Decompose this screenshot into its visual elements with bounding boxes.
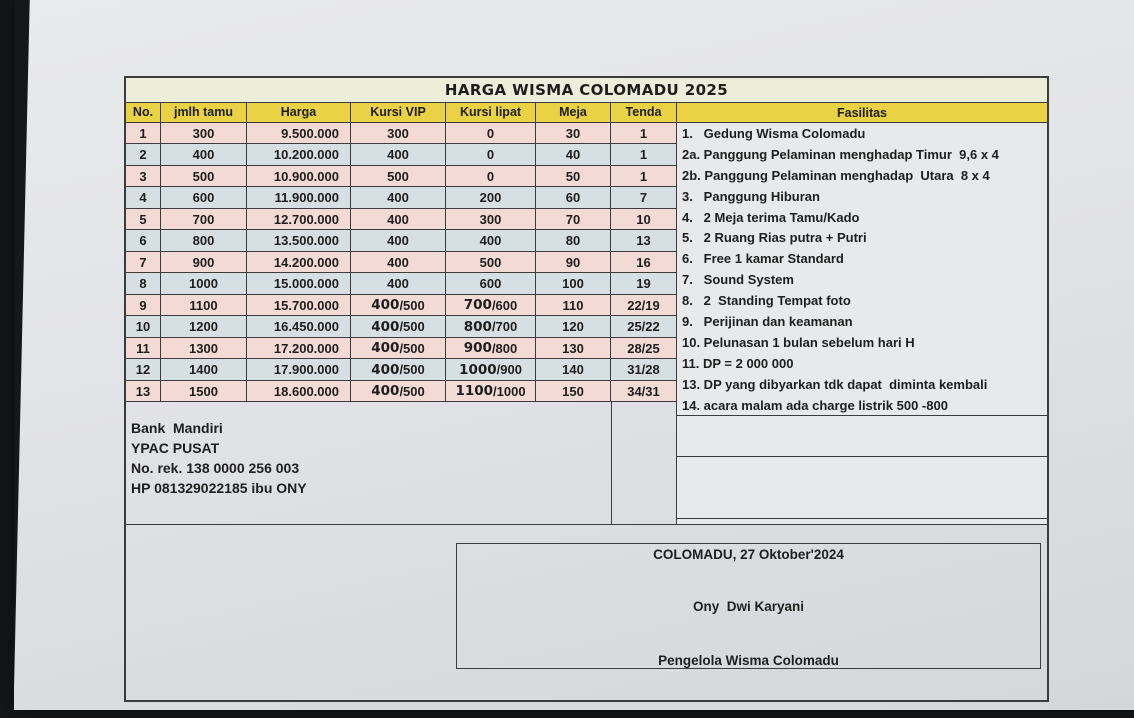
cell-kursi-vip: [351, 295, 446, 317]
fasilitas-item: 9. Perijinan dan keamanan: [682, 313, 853, 329]
price-table: [126, 103, 676, 524]
table-row: [126, 316, 676, 338]
cell-no: 13: [126, 381, 161, 403]
kursi-lipat-main: 0: [486, 168, 495, 184]
fasilitas-item: 8. 2 Standing Tempat foto: [682, 293, 851, 309]
kursi-vip-alt: /500: [399, 383, 425, 399]
cell-jmlh-tamu: 500: [161, 166, 247, 188]
kursi-vip-alt: /500: [399, 297, 425, 313]
kursi-lipat-main: 300: [479, 211, 502, 227]
fasilitas-item: 13. DP yang dibyarkan tdk dapat diminta kembali: [682, 376, 988, 392]
cell-kursi-lipat: [446, 359, 536, 381]
fasilitas-item: 5. 2 Ruang Rias putra + Putri: [682, 230, 867, 246]
cell-tenda: 16: [611, 252, 676, 274]
cell-no: 1: [126, 123, 161, 145]
cell-meja: 150: [536, 381, 611, 403]
cell-jmlh-tamu: 1500: [161, 381, 247, 403]
cell-kursi-vip: [351, 359, 446, 381]
cell-no: 8: [126, 273, 161, 295]
cell-tenda: 7: [611, 187, 676, 209]
cell-jmlh-tamu: 1400: [161, 359, 247, 381]
cell-tenda: 1: [611, 166, 676, 188]
cell-tenda: 28/25: [611, 338, 676, 360]
empty-cell-2: [677, 457, 1047, 519]
kursi-lipat-main: 600: [479, 276, 502, 292]
signature-section: [126, 524, 1047, 700]
table-row: [126, 144, 676, 166]
signer-name: Ony Dwi Karyani: [692, 599, 805, 614]
cell-no: 11: [126, 338, 161, 360]
bank-info-line: HP 081329022185 ibu ONY: [131, 480, 307, 497]
cell-jmlh-tamu: 400: [161, 144, 247, 166]
cell-jmlh-tamu: 1300: [161, 338, 247, 360]
cell-kursi-vip: [351, 209, 446, 231]
kursi-lipat-main: 700: [463, 297, 492, 314]
cell-kursi-lipat: [446, 187, 536, 209]
table-row: [126, 295, 676, 317]
kursi-vip-main: 400: [371, 340, 400, 357]
table-row: [126, 273, 676, 295]
cell-kursi-vip: [351, 123, 446, 145]
cell-tenda: 19: [611, 273, 676, 295]
table-header-row: [126, 103, 676, 123]
signature-names: [658, 562, 839, 706]
fasilitas-item: 2b. Panggung Pelaminan menghadap Utara 8 x 4: [682, 167, 990, 183]
cell-meja: 100: [536, 273, 611, 295]
kursi-lipat-alt: /600: [491, 297, 518, 313]
cell-kursi-vip: [351, 144, 446, 166]
cell-harga: 13.500.000: [247, 230, 351, 252]
signature-date: COLOMADU, 27 Oktober'2024: [653, 547, 844, 562]
kursi-vip-main: 400: [387, 147, 409, 163]
bank-info-line: No. rek. 138 0000 256 003: [131, 460, 300, 477]
cell-kursi-vip: [351, 230, 446, 252]
cell-no: 5: [126, 209, 161, 231]
cell-meja: 110: [536, 295, 611, 317]
cell-kursi-vip: [351, 166, 446, 188]
bank-info-line: YPAC PUSAT: [131, 440, 220, 457]
cell-meja: 60: [536, 187, 611, 209]
kursi-lipat-main: 1000: [459, 361, 497, 378]
table-row: [126, 359, 676, 381]
signer-role: Pengelola Wisma Colomadu: [658, 653, 839, 668]
cell-tenda: 34/31: [611, 381, 676, 403]
table-row: [126, 123, 676, 145]
kursi-vip-main: 400: [387, 233, 409, 249]
cell-jmlh-tamu: 600: [161, 187, 247, 209]
kursi-vip-alt: /500: [399, 319, 425, 335]
fasilitas-item: 4. 2 Meja terima Tamu/Kado: [682, 209, 860, 225]
cell-kursi-vip: [351, 273, 446, 295]
cell-no: 12: [126, 359, 161, 381]
kursi-lipat-main: 800: [463, 318, 492, 335]
fasilitas-item: 7. Sound System: [682, 272, 794, 288]
kursi-vip-main: 300: [387, 125, 409, 141]
column-rule-extension: [611, 402, 612, 524]
bank-info: [126, 402, 676, 524]
fasilitas-item: 6. Free 1 kamar Standard: [682, 251, 844, 267]
empty-cell-1: [677, 416, 1047, 457]
fasilitas-column: [676, 103, 1047, 524]
kursi-vip-main: 400: [387, 211, 409, 227]
cell-tenda: 13: [611, 230, 676, 252]
cell-harga: 18.600.000: [247, 381, 351, 403]
price-sheet-frame: [124, 76, 1049, 702]
cell-kursi-vip: [351, 381, 446, 403]
cell-harga: 10.900.000: [247, 166, 351, 188]
kursi-lipat-main: 500: [479, 254, 502, 270]
kursi-lipat-main: 400: [479, 233, 502, 249]
table-header-cell: Meja: [536, 103, 611, 123]
cell-harga: 15.700.000: [247, 295, 351, 317]
cell-kursi-lipat: [446, 252, 536, 274]
cell-harga: 17.200.000: [247, 338, 351, 360]
table-header-cell: Harga: [247, 103, 351, 123]
cell-kursi-vip: [351, 187, 446, 209]
fasilitas-list: [677, 123, 1047, 416]
cell-kursi-lipat: [446, 381, 536, 403]
cell-tenda: 10: [611, 209, 676, 231]
cell-kursi-lipat: [446, 209, 536, 231]
table-row: [126, 209, 676, 231]
cell-meja: 80: [536, 230, 611, 252]
cell-no: 3: [126, 166, 161, 188]
kursi-lipat-alt: /1000: [493, 383, 526, 399]
cell-jmlh-tamu: 1100: [161, 295, 247, 317]
cell-harga: 10.200.000: [247, 144, 351, 166]
cell-harga: 15.000.000: [247, 273, 351, 295]
kursi-vip-main: 400: [387, 254, 409, 270]
kursi-vip-main: 400: [387, 276, 409, 292]
table-header-cell: No.: [126, 103, 161, 123]
cell-no: 7: [126, 252, 161, 274]
table-row: [126, 230, 676, 252]
table-row: [126, 381, 676, 403]
cell-kursi-lipat: [446, 144, 536, 166]
kursi-vip-main: 400: [371, 297, 400, 314]
main-table-area: [126, 103, 1047, 524]
fasilitas-item: 14. acara malam ada charge listrik 500 -800: [682, 397, 948, 413]
cell-kursi-vip: [351, 252, 446, 274]
kursi-vip-main: 400: [371, 383, 400, 400]
cell-meja: 90: [536, 252, 611, 274]
kursi-vip-main: 400: [387, 190, 409, 206]
table-surface-edge: [14, 0, 30, 688]
cell-jmlh-tamu: 1200: [161, 316, 247, 338]
table-header-cell: Kursi lipat: [446, 103, 536, 123]
cell-jmlh-tamu: 900: [161, 252, 247, 274]
page-title: HARGA WISMA COLOMADU 2025: [126, 78, 1047, 103]
cell-kursi-lipat: [446, 123, 536, 145]
cell-tenda: 25/22: [611, 316, 676, 338]
cell-harga: 9.500.000: [247, 123, 351, 145]
kursi-lipat-alt: /800: [491, 340, 518, 356]
cell-kursi-lipat: [446, 295, 536, 317]
cell-no: 10: [126, 316, 161, 338]
table-header-cell: Kursi VIP: [351, 103, 446, 123]
cell-meja: 40: [536, 144, 611, 166]
cell-jmlh-tamu: 800: [161, 230, 247, 252]
fasilitas-header: Fasilitas: [677, 103, 1047, 123]
cell-harga: 16.450.000: [247, 316, 351, 338]
cell-harga: 17.900.000: [247, 359, 351, 381]
signature-box: [456, 543, 1041, 669]
table-row: [126, 187, 676, 209]
cell-meja: 140: [536, 359, 611, 381]
kursi-vip-main: 500: [387, 168, 409, 184]
cell-harga: 12.700.000: [247, 209, 351, 231]
table-row: [126, 338, 676, 360]
kursi-vip-alt: /500: [399, 362, 425, 378]
fasilitas-item: 1. Gedung Wisma Colomadu: [682, 125, 866, 141]
cell-no: 2: [126, 144, 161, 166]
cell-no: 6: [126, 230, 161, 252]
cell-kursi-lipat: [446, 166, 536, 188]
kursi-lipat-main: 0: [486, 147, 495, 163]
cell-meja: 30: [536, 123, 611, 145]
cell-tenda: 1: [611, 144, 676, 166]
kursi-lipat-main: 0: [486, 125, 495, 141]
cell-kursi-lipat: [446, 338, 536, 360]
cell-harga: 14.200.000: [247, 252, 351, 274]
fasilitas-item: 3. Panggung Hiburan: [682, 188, 820, 204]
table-body: [126, 123, 676, 403]
cell-kursi-vip: [351, 316, 446, 338]
cell-meja: 50: [536, 166, 611, 188]
bank-info-line: Bank Mandiri: [131, 420, 223, 437]
cell-kursi-vip: [351, 338, 446, 360]
table-header-cell: jmlh tamu: [161, 103, 247, 123]
cell-kursi-lipat: [446, 230, 536, 252]
kursi-vip-alt: /500: [399, 340, 425, 356]
kursi-lipat-main: 200: [479, 190, 502, 206]
fasilitas-item: 10. Pelunasan 1 bulan sebelum hari H: [682, 334, 915, 350]
cell-no: 9: [126, 295, 161, 317]
fasilitas-item: 2a. Panggung Pelaminan menghadap Timur 9,6 x 4: [682, 146, 999, 162]
kursi-lipat-alt: /700: [491, 319, 518, 335]
kursi-lipat-main: 900: [463, 340, 492, 357]
table-row: [126, 252, 676, 274]
table-header-cell: Tenda: [611, 103, 676, 123]
cell-no: 4: [126, 187, 161, 209]
kursi-vip-main: 400: [371, 361, 400, 378]
cell-kursi-lipat: [446, 316, 536, 338]
cell-kursi-lipat: [446, 273, 536, 295]
cell-jmlh-tamu: 300: [161, 123, 247, 145]
cell-jmlh-tamu: 700: [161, 209, 247, 231]
cell-jmlh-tamu: 1000: [161, 273, 247, 295]
fasilitas-item: 11. DP = 2 000 000: [682, 355, 794, 371]
cell-tenda: 31/28: [611, 359, 676, 381]
kursi-lipat-alt: /900: [496, 362, 522, 378]
cell-tenda: 22/19: [611, 295, 676, 317]
cell-meja: 120: [536, 316, 611, 338]
kursi-vip-main: 400: [371, 318, 400, 335]
cell-harga: 11.900.000: [247, 187, 351, 209]
kursi-lipat-main: 1100: [455, 383, 494, 400]
cell-meja: 130: [536, 338, 611, 360]
cell-meja: 70: [536, 209, 611, 231]
cell-tenda: 1: [611, 123, 676, 145]
table-row: [126, 166, 676, 188]
